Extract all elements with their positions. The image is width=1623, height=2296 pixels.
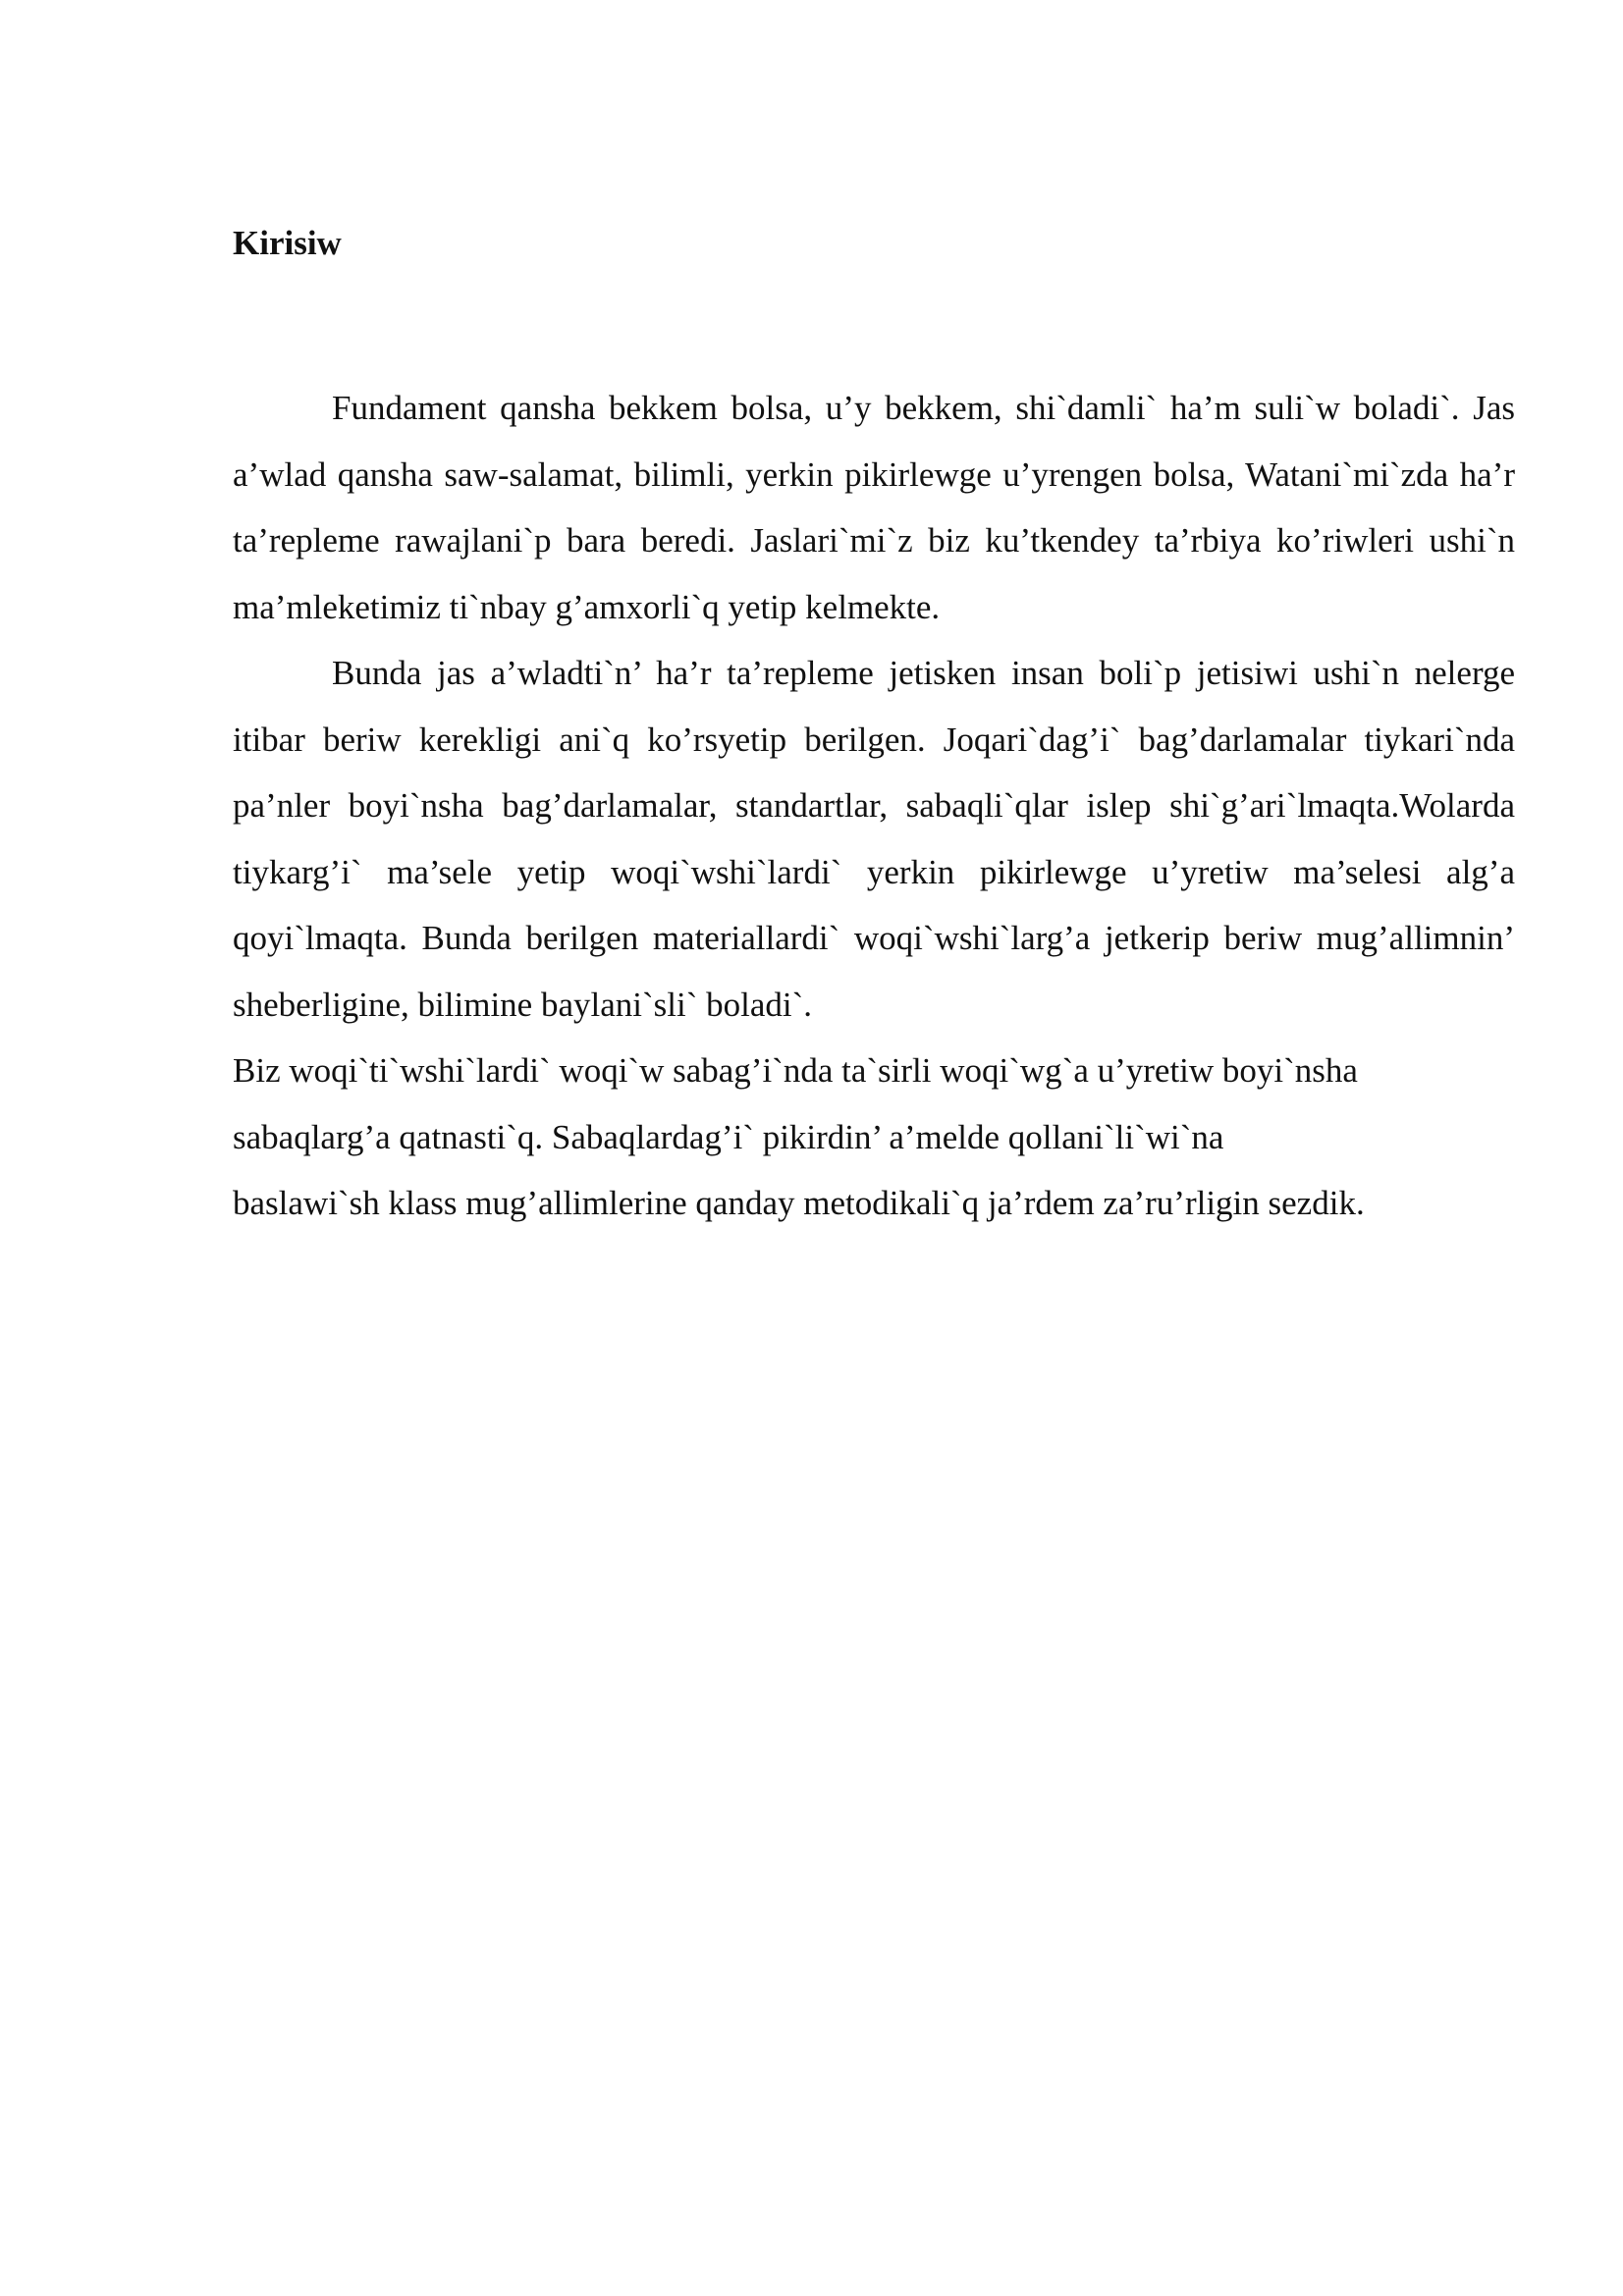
document-body — [233, 218, 1515, 1237]
section-heading: Kirisiw — [233, 224, 342, 262]
text-line-1: Biz woqi`ti`wshi`lardi` woqi`w sabag’i`nda ta`sirli woqi`wg`a u’yretiw boyi`nsha — [233, 1051, 1358, 1090]
text-line-2: sabaqlarg’a qatnasti`q. Sabaqlardag’i` pikirdin’ a’melde qollani`li`wi`na — [233, 1117, 1224, 1156]
paragraph-second: Bunda jas a’wladti`n’ ha’r ta’repleme jetisken insan boli`p jetisiwi ushi`n nelerge itibar beriw kerekligi ani`q ko’rsyetip berilgen. Joqari`dag’i` bag’darlamalar tiykari`nda pa’nler boyi`nsha bag’darlamalar, standartlar, sabaqli`qlar islep shi`g’ari`lmaqta.Wolarda tiykarg’i` ma’sele yetip woqi`wshi`lardi` yerkin pikirlewge u’yretiw ma’selesi alg’a qoyi`lmaqta. Bunda berilgen materiallardi` woqi`wshi`larg’a jetkerip beriw mug’allimnin’ sheberligine, bilimine baylani`sli` boladi`. — [233, 654, 1515, 1024]
text-line-3: baslawi`sh klass mug’allimlerine qanday metodikali`q ja’rdem za’ru’rligin sezdik. — [233, 1184, 1365, 1222]
paragraph-intro: Fundament qansha bekkem bolsa, u’y bekkem, shi`damli` ha’m suli`w boladi`. Jas a’wlad qansha saw-salamat, bilimli, yerkin pikirlewge u’yrengen bolsa, Watani`mi`zda ha’r ta’repleme rawajlani`p bara beredi. Jaslari`mi`z biz ku’tkendey ta’rbiya ko’riwleri ushi`n ma’mleketimiz ti`nbay g’amxorli`q yetip kelmekte. — [233, 389, 1515, 626]
